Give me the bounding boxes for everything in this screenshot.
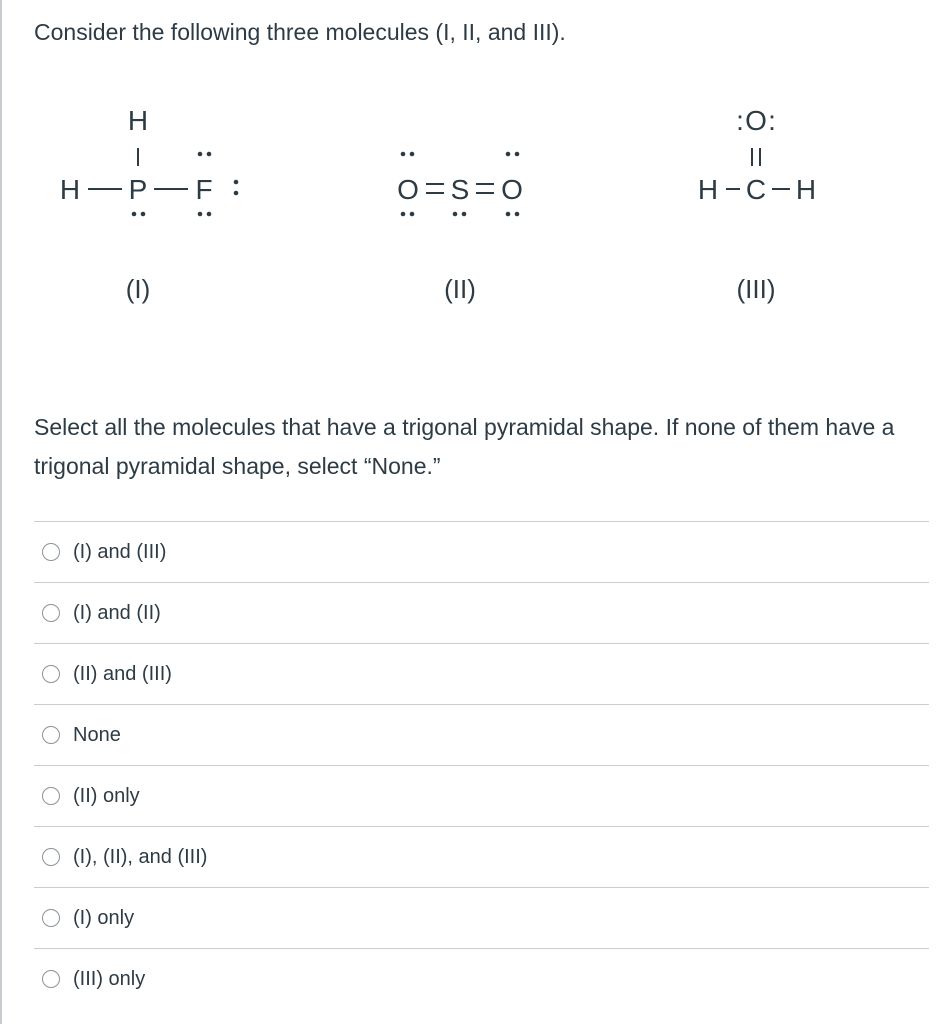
- m2-o2-lone-pair-dot: [515, 212, 520, 217]
- answer-option[interactable]: [34, 888, 929, 949]
- radio-button[interactable]: [42, 970, 60, 988]
- m1-p-lone-pair-dot: [132, 212, 137, 217]
- intro-text: Consider the following three molecules (I, II, and III).: [34, 19, 566, 45]
- m3-right-h: H: [795, 174, 817, 205]
- m1-right-f: F: [195, 174, 213, 205]
- m1-top-h: H: [127, 105, 149, 136]
- answer-option[interactable]: [34, 827, 929, 888]
- answer-option[interactable]: [34, 766, 929, 827]
- radio-button[interactable]: [42, 726, 60, 744]
- m1-p-lone-pair-dot: [141, 212, 146, 217]
- molecule-2: [397, 152, 523, 304]
- answer-option[interactable]: [34, 949, 929, 1009]
- radio-button[interactable]: [42, 604, 60, 622]
- m2-o1-lone-pair-dot: [410, 212, 415, 217]
- m3-o-lone-pair-right: :: [768, 105, 776, 136]
- answer-option[interactable]: [34, 644, 929, 705]
- m2-s-lone-pair-dot: [462, 212, 467, 217]
- radio-button[interactable]: [42, 848, 60, 866]
- answer-label: (II) only: [73, 784, 140, 807]
- m1-f-lone-pair-dot: [234, 180, 239, 185]
- m2-center-s: S: [450, 174, 470, 205]
- lewis-structures-figure: [40, 90, 880, 320]
- answer-option[interactable]: [34, 522, 929, 583]
- answer-list: [34, 521, 929, 1009]
- answer-label: (I), (II), and (III): [73, 845, 208, 868]
- m2-o2-lone-pair-dot: [506, 152, 511, 157]
- m1-f-lone-pair-dot: [207, 212, 212, 217]
- m2-o2-lone-pair-dot: [515, 152, 520, 157]
- m3-left-h: H: [697, 174, 719, 205]
- m3-top-o: O: [745, 105, 767, 136]
- molecule-1-label: (I): [125, 274, 151, 304]
- answer-label: (I) and (III): [73, 540, 167, 563]
- m1-f-lone-pair-dot: [198, 152, 203, 157]
- m2-o1-lone-pair-dot: [401, 152, 406, 157]
- radio-button[interactable]: [42, 909, 60, 927]
- m1-left-h: H: [59, 174, 81, 205]
- question-text: Select all the molecules that have a trigonal pyramidal shape. If none of them have a trigonal pyramidal shape, select “None.”: [34, 414, 895, 479]
- m2-left-o: O: [397, 174, 419, 205]
- answer-label: (I) and (II): [73, 601, 161, 624]
- m1-center-p: P: [128, 174, 148, 205]
- molecule-structures: [40, 90, 880, 325]
- answer-option[interactable]: [34, 583, 929, 644]
- m1-f-lone-pair-dot: [234, 191, 239, 196]
- answer-label: (II) and (III): [73, 662, 172, 685]
- m1-f-lone-pair-dot: [198, 212, 203, 217]
- molecule-2-label: (II): [444, 274, 476, 304]
- answer-label: (I) only: [73, 906, 135, 929]
- m2-s-lone-pair-dot: [453, 212, 458, 217]
- radio-button[interactable]: [42, 543, 60, 561]
- radio-button[interactable]: [42, 787, 60, 805]
- answer-option[interactable]: [34, 705, 929, 766]
- molecule-3: [698, 105, 816, 304]
- radio-button[interactable]: [42, 665, 60, 683]
- m3-o-lone-pair-left: :: [736, 105, 744, 136]
- m1-f-lone-pair-dot: [207, 152, 212, 157]
- left-border: [0, 0, 2, 1024]
- molecule-3-label: (III): [736, 274, 776, 304]
- m2-o1-lone-pair-dot: [410, 152, 415, 157]
- m2-o1-lone-pair-dot: [401, 212, 406, 217]
- answer-label: (III) only: [73, 967, 146, 990]
- m2-o2-lone-pair-dot: [506, 212, 511, 217]
- molecule-1: [60, 105, 238, 304]
- m2-right-o: O: [501, 174, 523, 205]
- m3-center-c: C: [745, 174, 767, 205]
- answer-label: None: [73, 723, 121, 746]
